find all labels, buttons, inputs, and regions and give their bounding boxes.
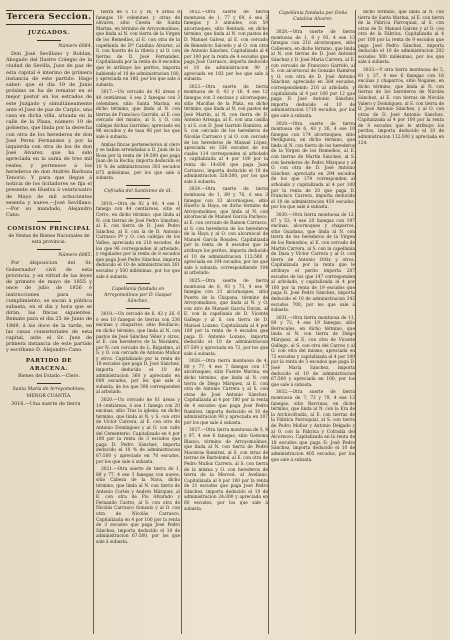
column-rule <box>355 10 356 634</box>
divider <box>126 283 150 284</box>
divider <box>37 40 61 41</box>
lot-3022-text: 3022.—Otra suerte de tierra montuosa de 1, 77 y 69, ó sea 3 fanegas y 3 almudes, con 59 alcornoques, sitio Rentado, en dicho término, que linda al N. con pastos de D. Manuel Galvez, al E. con cercado de Benedicto Salcedo y al O. con otra de Antonio Sánchez. Capitalizada al 4 por 100 por la renta de 4 escudos que paga José Carrasco, importa deducido el 10 de administracion 90 y apreciada en 183 por los que sale á subasta. <box>184 10 268 83</box>
column-2 <box>96 10 180 634</box>
divider <box>126 198 150 199</box>
divider <box>126 185 150 186</box>
divider <box>37 221 61 222</box>
lot-3020-text: 3020.—Un cercado de 61 áreas y 14 centiáreas, ó sea 1 fanega con 20 encinas, sitio Tras la iglesia, en dicho término, que linda al N. y S. con otro de Víctor Carrera, al E. con otro de Antonio Domínguez y al O. con calle del Cementerio. Capitalizado en 4 por 100 por la renta de 3 escudos que paga D. Pedro Sánchez, importa deducido el 10 % de administracion 67:500 y apreciado en 70 escudos, por los que sale á subasta. <box>96 398 180 465</box>
santa-maria-subheading: Santa María de Arroyomolinos. <box>12 386 86 392</box>
paragraph: dicho término, que linda al N. con tierra de Santa Marina, al E. con tierra de la Fábrica Parroquial, al S. con otras de D. Manuel Galvez y al O. con otra de la Fábrica. Capitalizada al 4 por 100 por la renta de 9 escudos que paga José Pedro Sánchez, importa deducido el 10 de administracion 202 escudos 500 milésimas, por los que sale á subasta. <box>358 10 444 66</box>
notice-number: Número 6064. <box>58 44 92 49</box>
lot-3016-text: 3016.—Una suerte de tierra <box>11 400 81 407</box>
lot-3025-text: 3025.—Otra suerte de tierra montuosa de 6, 93 y 73, 4 ese 9 fanegas con 21 alcornoques, sitio Puerto de la Chapona, término de Arroyomolinos, que linda al N. y O. con otro de Manuel García Duran, al E. con la capellanía de D. Vicente Gallego y al S. con tierra de D. Manuel Lozano. Capitalizada al 4 por 100 por la renta de 4 escudos que paga D. Antonio Lozano, importa deducido el 10 de administracion 67:500 y apreciada en 72, por los que sale á subasta. <box>184 278 268 357</box>
capellania-heading: Capellanía fundada en Arroyomolinos por D. Gaspar Sánchez. <box>104 287 172 305</box>
column-5 <box>358 10 444 634</box>
column-rule <box>181 10 182 634</box>
lot-3023-text: 3023.—Otra suerte de tierra montuosa de 6, 43 y 16, 4 ese 12 fanegas con 3 encinas y alcornoques, sitio Maciñas de la Plata, en dicho término, que linda al N. con pastos de José Martin, al N. con tierra de D. Antonio Arteaga, al E. con una casilla y al S. con D. José Garrido Ramírez, al S. con cercado de los herederos de Nicolás Carrasco y al O. con cercado de los herederos de Manuel López; apreciada en 336 escudos de los cuales 114 corresponden al arbolado y capitalizada al 4 por 100 por la renta de 14:600 que paga Juan Carrasco, importa deducido el 10 de administracion 328:500, por los que sale á subasta. <box>184 84 268 185</box>
capellania-catalina-heading: Capellanía fundada por Doña Catalina Alvarez. <box>278 11 348 22</box>
column-3 <box>184 10 268 634</box>
section-title: Tercera Seccion. <box>6 10 92 25</box>
partido-heading: PARTIDO DE ARACENA. <box>25 357 73 372</box>
divider <box>301 26 325 27</box>
bienes-subheading: Bienes del Estado.—Clero. <box>18 373 80 379</box>
notice-number: Número 6065. <box>58 253 92 259</box>
lot-3031-text: 3031.—Otra tierra montuosa de 11, 89 y 72, 4 ese 19 fanegas, sitio Berrocales, en dicho término, que linda al N. con tierra de Diego Márquez, al E. con otra de Vicente Gallego, al S. con otra del Carreo y al O. con otra del mismo; apreciada en 72 escudos y capitalizada al 4 por 100 por la renta de 3 escudos que paga D. José María Sánchez, importa deducido el 10 de administracion 67:500 y apreciada en 100, por los que sale á subasta. <box>271 315 355 388</box>
divider <box>37 249 61 250</box>
lot-3026-text: 3026.—Otra tierra montuosa de 4, 80 y 77, 4 ese 7 fanegas con 17 alcornoques, sitio Fuente Marina, en dicho término, que linda al N. con tierra de Diego Márquez, al E. con otra de Antonio Carrera y al S. con otras de José Antonio Sánchez. Capitalizada al 4 por 100 por la renta de 4 escudos que paga José Pedro Ramírez, importa deducido el 10 de administracion 90 y apreciada en 107 por los que sale á subasta. <box>184 359 268 426</box>
lot-3024-text: 3024.—Otra suerte de tierra montuosa de 1, 89 y 76, ó sea 3 fanegas con 33 alcornoques, sitio Huerto la Haya, en dicho término de Arroyomolinos, que linda al N. con alcornocal de Manuel García Pacheco, al E. con cercado de Ramon Carrasco, al S. con herederos de los herederos de la Haya y al O. con alcornocal de Manuel García Rosales. Capitalizada por la renta de 8 escudos que le atribuye los peritos, importa deducido el 10 de administracion 112:500 y apreciada en 104 escudos, por los que sale á subasta, correspondiendo 104 al arbolado. <box>184 187 268 277</box>
column-rule <box>268 10 269 634</box>
lot-3032-text: 3032.—Otra suerte de tierra montuosa de 7, 72 y 79, 4 ese 12 fanegas, sitio Barcinas, en dicho término, que linda al N. con la Era de la Archicofradía, al E. con tierras de la Fábrica Parroquial, al S. con tierra de Pedro Muñoz y Antonio Delgado y al O. con la Fábrica y Cofradía del Alcornoco. Capitalizada en la renta de 18 escudos que paga D. José Pedro Sánchez, importa deducido el 10 de administracion 405 escudos, por los que sale á subasta. <box>271 390 355 463</box>
menor-cuantia-heading: MENOR CUANTÍA. <box>26 393 72 399</box>
divider <box>37 383 61 384</box>
lot-3028-text: 3028.—Otra suerte de tierra montuosa de 1, 8 y 93, 4 ese 13 fanegas con 216 alcornoques, sitio Callevera, en dicho término, que linda al N. con tierras de D. José Antonio Sánchez y D. José María Carrera, al E. con cercado de Francisco Garrido, al S. con alcornocal de Gonzalo Ramírez y O. con otra de D. José Antonio Sánchez; apreciada en 384 escudos, correspondiendo 216 al arbolado, y capitalizada al 4 por 100 por 12 que paga D. José Antonio Sánchez, importa deducido el 10 de administracion 1710 escudos, por los que sale á subasta. <box>271 30 355 119</box>
divider <box>126 308 150 309</box>
lot-3018-text: 3018.—Otra de 92 á 40, 4 ese 1 fanega con 44 centiáreas, sitio el Cerro, en dicho término, que linda al N. con tierras de José Pedro Sánchez, al E. con tierra de D. José Pedro Sánchez, al S. con la de D. Antonio Carrasco Pº y O. con callejas de los Valles; apreciada en 218 escudos, de los que 96 corresponden al arbolado, y regulados por la renta de 8 escudos que paga José Pedro Sánchez, importa deducido el 10 de administracion 261 escudos y 500 milésimas, por los que sale á subasta. <box>96 201 180 280</box>
lot-3021-text: 3021.—Otra suerte de tierra de 1, 89 y 77, 4 ese 3 fanegas con nueve, sitio Cabeza de la Nava, dicho término, que linda al N. con tierra de Antonio Cortés y Andrés Márquez, al E. con otra de Pio Alvarado y Fernando Castro, al S. con otra de Nicolás Carrasco Gonzalo y al O. con otra de Nicolás Carrasco. Capitalizada en 4 por 100 por la renta de 3 escudos que paga José Pedro Sánchez, importa deducido el 10 de administracion 67:500, por los que sale á subasta. <box>96 467 180 545</box>
lot-3017-text: 3017.—Un cercado de 42 áreas y 40 centiáreas, ó sea 2 fanegas con 3 celemines, sitio Santa Marina, en dicho término, que linda al N. con tierras de Francisco Garrido, al E. con cercado del mismo, al S. y O. con callejas dichas Garridas; apreciado en 96 escudos y de tasa 96 por los que sale á subasta. <box>96 90 180 141</box>
lot-3030-text: 3030.—Otra tierra montuosa de 12, 87 y 53, 4 ese 20 fanegas con 197 encinas, alcornoques y chaparros, sitio Guadana, que linda al N. con tierra de los herederos de la Virgen de los Remedios, al E. con cercado de Martin Carrera, al S. con la capellanía de Daza y Víctor Carrera y al O. con tierra de Antonio Ortiz y otros. Capitalizada por la renta que le atribuye el perito importa 287 escudos de los que 147 corresponden al arbolado, y capitalizada al 4 por 100 por la renta de 19 escudos que paga D. José Pedro Sánchez, importa deducido el 10 de administracion 242 escudos 700, por los que sale á subasta. <box>271 213 355 314</box>
lot-3027-text: 3027.—Otra tierra montuosa de 3, 8 y 97, 4 ese 6 fanegas, sitio Gomona Blanco, término de Arroyomolinos, que linda al N. con tierra de Pedro Maceiras Ramírez, al S. con otras de tierras de Bartolomé, al E. con otra de Pedro Muñoz Carrera, al S. con tierra de la misma y O. con herederos de tierra de la Merced, al Avellano. Capitalizada al 4 por 100 por la renta de 21 escudos que paga José Pedro Sánchez, importa deducido el 10 de administracion 24:300 y apreciada en 60 escudos, por los que sale á subasta. <box>184 428 268 512</box>
column-1 <box>6 10 92 634</box>
comision-heading: COMISION PRINCIPAL <box>7 226 91 233</box>
paragraph: Ambas fincas pertenecieron al clero y se hallan arrendadas a D. Juan de la Rosa por la renta de 19:500 que paga Juan de la Rocha; importa deducido el 10 % de administracion 303 escudos 875 milésimas, por los que sale á subasta. <box>96 142 180 182</box>
cofradia-heading: Cofradía del Santísimo de íd. <box>104 188 172 194</box>
lot-3029-text: 3029.—Otra suerte de tierra montuosa de 6, 43 y 26, 4 ese 10 fanegas con 174 alcornoques, sitio Perdiguera, en dicho término, que linda al N. con tierra de los herederos de la Virgen de los Remedios, al E. con tierras de Martín Sánchez, al S. con herederos de Pedro Márquez y al O. con otra de D. José Antonio Sánchez; apreciada en 294 escudos de los que 174 corresponden al arbolado y capitalizada al 4 por 100 por la renta de 20 que paga D. Francisco Carrera, importa deducido el 10 de administracion 450 escudos, por los que sale á subasta. <box>271 121 355 211</box>
lot-3033-text: 3033.—Y otra tierra montuosa de 3, 81 y 37, 4 ese 6 fanegas con 16 encinas y chaparros, sitio Nogales, en dicho término, que linda al N. con tierras de los herederos de Nicolás Sánchez, al E. con tierras de Nicolás Valero y Domínguez, al S. con tierra de D. José Antonio Sánchez, y al O. con otras de D. José Antonio Sánchez. Capitalizada al 4 por 100 por la renta de 8 escudos que le atribuye los peritos, importa deducido el 10 de administracion 112:500 y apreciada en 124. <box>358 67 444 146</box>
lot-3019-text: 3019.—Un cercado de 6, 43 y 26, 6 ó sea 10 fanegas de tierras con 236 encinas y chaparros, sitio Boullacio, en dicho término, que linda al N. con pastos de José Sánchez Vélez y otros, al E. con herederos de la Moralera, por N. con cercado de L. Riquelmo, al S. y O. con cercado de Antonio Muñoz y otros. Capitalizado por la renta de 18 escudos que paga D. José Sánchez, importa deducido el 10 de administracion 360 y apreciado en 600 escudos, por los que sale á subasta, de los que 396 corresponden al arbolado. <box>96 312 180 396</box>
comision-subheading: de Ventas de Bienes Nacionales de esta provincia. <box>8 234 90 246</box>
juzgados-heading: JUZGADOS. <box>28 30 70 36</box>
column-4 <box>271 10 355 634</box>
comision-text: Por disposicion del Sr. Gobernador civil de esta provincia, y en virtud de las leyes de primero de mayo de 1855 y once de julio de 1856 é instrucciones para su cumplimiento, se sacan á pública subasta, en el dia y hora que se dirán, las fincas siguientes. Remate para el dia 25 de Junio de 1869, á las doce de la tarde, en las casas consistoriales de esta capital, ante el Sr. Juez de primera instancia de este partido y escribano D. Alejandro Cano. <box>6 260 92 354</box>
column-rule <box>93 10 94 634</box>
edicto-text: Don José Sevillano y Roldan, Abogado del Ilustre Colegio de la ciudad de Sevilla, Juez de paz de esta capital é interino de primera instancia de este partido. Hago saber: que el dia 19 de Junio próximo se ha de rematar en el mejor postor en los estrados de este Juzgado y simultáneamente ante el Juez de paz de Carpio, una casa en dicha villa, situada en la calle de la Plaza, número 19 de gobierno, que linda por la derecha con otra de los herederos de don José Perez Fernandez y por la izquierda con otra de los de don José Alvarez, que ha sido apreciada en la suma de tres mil reales, y pertenece á los herederos de don Andrés Barboza Tenorio. Y para que llegue á noticia de los licitadores se fija el presente en Huelva á veinticuatro de Mayo de mil ochocientos sesenta y nueve.—José Sevillano.—Por su mandado, Alejandro Cano. <box>6 51 92 219</box>
paragraph: tierra de 5 13 y 16, 4 áreas 8 fanegas 10 celemines y otras de olivares, sitio Cuesta de Santa Marina, en término de Arroyomolinos, que linda al N. con tierra de la Virgen de los Remedios, al E. con otra de la capellanía de Dª Catalina Alvarez, al S. con huerta de la ribera y al O. con tierras de D. José Fernandez. Capitalizada por la renta de 8 escudos que le atribuye los peritos, importa habiendo el 10 de administracion 180, y apreciada en 180, por los que sale á subasta. <box>96 10 180 88</box>
